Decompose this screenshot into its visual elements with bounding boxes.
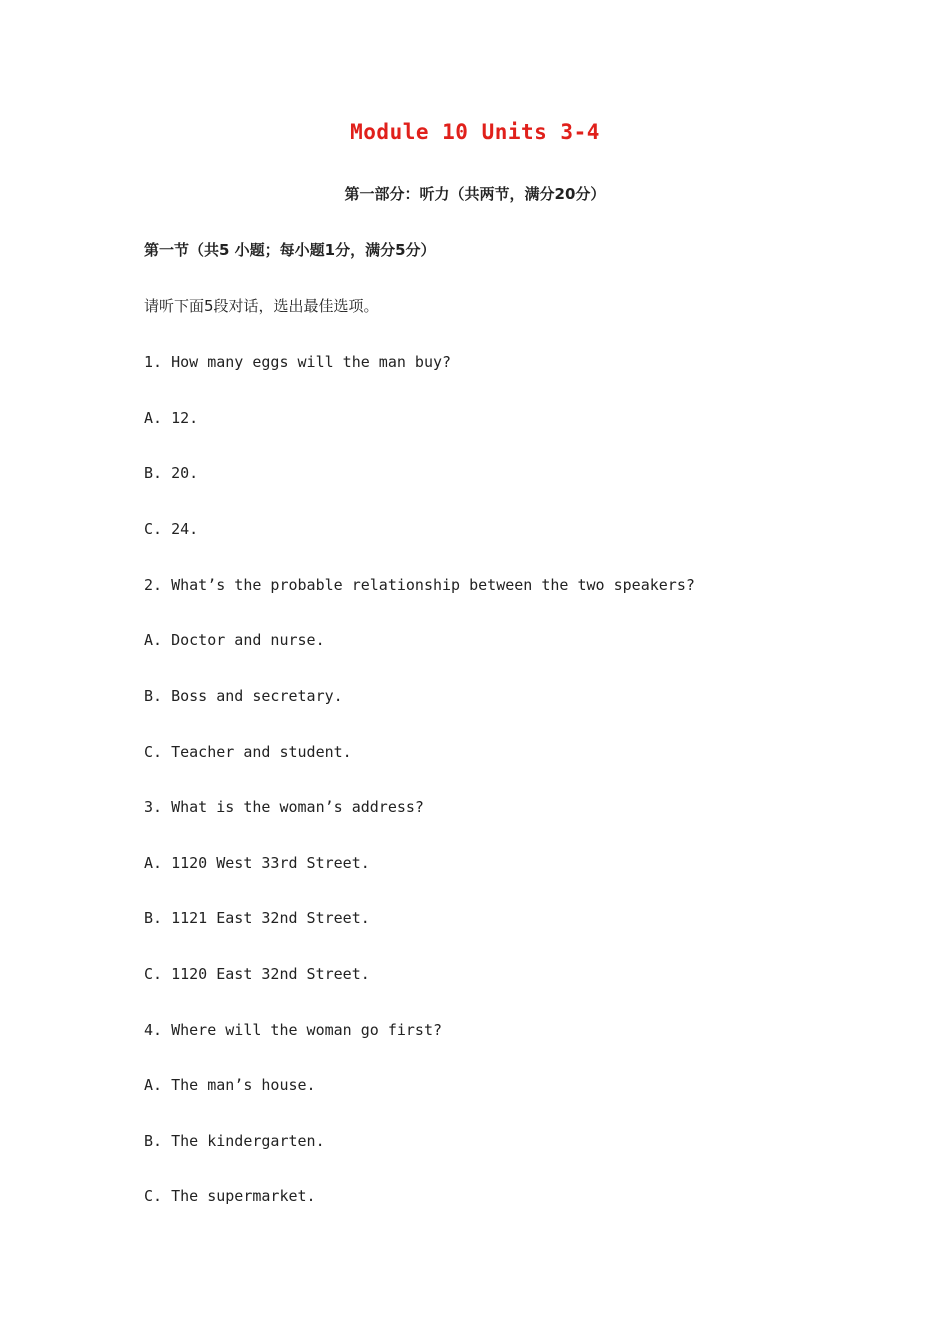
answer-option: B. 20. bbox=[144, 464, 199, 482]
question-stem: 1. How many eggs will the man buy? bbox=[144, 353, 452, 371]
question-stem: 2. What’s the probable relationship between the two speakers? bbox=[144, 576, 695, 594]
question-stem: 3. What is the woman’s address? bbox=[144, 798, 424, 816]
answer-option: A. The man’s house. bbox=[144, 1076, 316, 1094]
answer-option: C. 1120 East 32nd Street. bbox=[144, 965, 370, 983]
part-heading: 第一部分：听力（共两节，满分20分） bbox=[344, 185, 606, 203]
document-title: Module 10 Units 3-4 bbox=[350, 120, 600, 144]
question-stem: 4. Where will the woman go first? bbox=[144, 1021, 443, 1039]
answer-option: C. 24. bbox=[144, 520, 199, 538]
answer-option: C. Teacher and student. bbox=[144, 743, 352, 761]
answer-option: A. 12. bbox=[144, 409, 199, 427]
answer-option: B. Boss and secretary. bbox=[144, 687, 343, 705]
instruction-text: 请听下面5段对话，选出最佳选项。 bbox=[144, 297, 379, 315]
section-heading: 第一节（共5 小题；每小题1分，满分5分） bbox=[144, 241, 436, 259]
answer-option: B. 1121 East 32nd Street. bbox=[144, 909, 370, 927]
answer-option: B. The kindergarten. bbox=[144, 1132, 325, 1150]
answer-option: C. The supermarket. bbox=[144, 1187, 316, 1205]
answer-option: A. Doctor and nurse. bbox=[144, 631, 325, 649]
answer-option: A. 1120 West 33rd Street. bbox=[144, 854, 370, 872]
